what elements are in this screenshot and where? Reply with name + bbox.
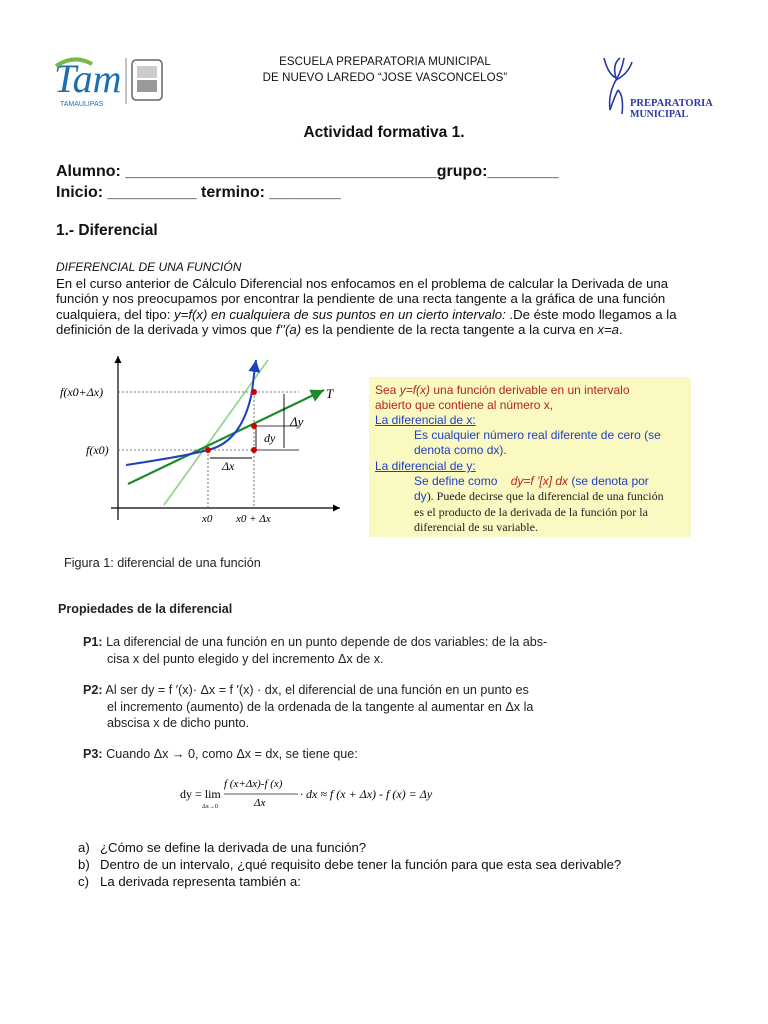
intro-l4b: f'’(a) [275,322,302,338]
property-p1 [83,634,603,667]
formula-num: f (x+Δx)-f (x) [224,778,283,790]
intro-l4d: x=a [597,322,619,338]
label-fx0: f(x0) [86,443,109,457]
p2-line3: abscisa x de dicho punto. [107,716,250,730]
intro-line3 [56,307,706,323]
p1-line1: La diferencial de una función en un punto depende de dos variables: de la abs- [102,635,548,649]
p1-label: P1: [83,635,103,649]
def-line2: abierto que contiene al número x, [375,398,554,412]
section-title: 1.- Diferencial [56,222,158,239]
p1-line2: cisa x del punto elegido y del incremento Δx de x. [107,651,384,666]
intro-line4 [56,322,706,338]
pegasus-icon [604,58,632,114]
logo-prep-line2: MUNICIPAL [630,109,689,120]
label-x0: x0 [202,513,213,525]
def-l8b: ). Puede decirse que la diferencial de una función [426,489,664,503]
question-a [78,840,366,855]
intro-l4c: es la pendiente de la recta tangente a la curva en [301,322,598,338]
property-p3 [83,746,603,763]
figure-caption: Figura 1: diferencial de una función [64,556,261,570]
p3-line1: Cuando Δx → 0, como Δx = dx, se tiene que: [102,747,358,761]
properties-title: Propiedades de la diferencial [58,602,233,616]
intro-paragraph [56,260,706,338]
intro-line1: En el curso anterior de Cálculo Diferencial nos enfocamos en el problema de calcular la Derivada de una [56,275,669,291]
tamaulipas-logo [54,52,166,110]
p2-label: P2: [83,683,103,697]
intro-heading: DIFERENCIAL DE UNA FUNCIÓN [56,260,242,274]
formula-left: dy = lim [180,787,221,801]
label-delta-y: Δy [290,414,304,429]
differential-formula [180,776,480,810]
logo-prep-line1: PREPARATORIA [630,98,713,109]
logo-tam-text: Tam [54,56,122,101]
formula-den: Δx [254,797,266,809]
label-dy: dy [264,431,276,445]
def-l7c: (se denota por [568,474,649,488]
def-l8a: dy [414,489,427,503]
question-a-letter: a) [78,840,90,855]
def-line7 [414,474,649,489]
def-l1c: una función derivable en un intervalo [430,383,630,397]
def-line5: denota como dx). [414,443,507,457]
p2-line2: el incremento (aumento) de la ordenada de la tangente al aumentar en Δx la [107,699,534,714]
label-x0-plus-dx: x0 + Δx [236,513,271,525]
function-curve [126,360,256,465]
def-line3: La diferencial de x: [375,413,476,427]
intro-l3c: .De éste modo llegamos a la [505,306,677,322]
intro-l3b: y=f(x) en cualquiera de sus puntos en un cierto intervalo: [174,306,506,322]
dates-field-line[interactable]: Inicio: __________ termino: ________ [56,184,341,201]
coat-of-arms-icon [132,60,162,100]
preparatoria-logo [594,54,714,124]
def-line4: Es cualquier número real diferente de cero (se [414,428,661,442]
question-a-text: ¿Cómo se define la derivada de una función? [100,840,367,855]
question-b-letter: b) [78,857,90,872]
question-b [78,857,621,872]
logo-tam-sub: TAMAULIPAS [60,101,104,108]
question-c [78,874,301,889]
intro-l4e: . [619,322,623,338]
def-l7b: dy=f '[x] dx [510,474,569,488]
school-name-line1: ESCUELA PREPARATORIA MUNICIPAL [279,56,491,68]
label-fx-plus-dx: f(x0+Δx) [60,385,104,399]
property-p2 [83,682,603,732]
def-l1a: Sea [375,383,400,397]
formula-sub: Δx→0 [202,804,218,810]
p2-line1: Al ser dy = f ′(x)· Δx = f ′(x) · dx, el diferencial de una función en un punto es [102,683,529,697]
question-c-text: La derivada representa también a: [100,874,301,889]
school-name-line2: DE NUEVO LAREDO “JOSE VASCONCELOS” [262,72,508,84]
question-b-text: Dentro de un intervalo, ¿qué requisito debe tener la función para que esta sea derivable? [100,857,622,872]
label-delta-x: Δx [222,459,235,473]
def-line1 [375,383,630,398]
differential-graph [56,350,346,530]
def-l7a: Se define como [414,474,498,488]
intro-l4a: definición de la derivada y vimos que [56,322,276,338]
def-line8 [414,489,664,504]
def-line6: La diferencial de y: [375,459,476,473]
page-title: Actividad formativa 1. [303,124,465,141]
formula-right: · dx ≈ f (x + Δx) - f (x) = Δy [300,787,433,801]
p3-label: P3: [83,747,103,761]
intro-l3a: cualquiera, del tipo: [56,306,175,322]
question-c-letter: c) [78,874,89,889]
student-field-line[interactable]: Alumno: ___________________________________grupo:________ [56,163,559,180]
definition-box [369,377,691,537]
def-line9: es el producto de la derivada de la función por la [414,505,648,519]
def-line10: diferencial de su variable. [414,520,538,534]
label-tangent-T: T [326,386,334,401]
intro-line2: función y nos preocupamos por encontrar la pendiente de una recta tangente a la gráfica de una función [56,291,666,307]
def-l1b: y=f(x) [399,383,431,397]
